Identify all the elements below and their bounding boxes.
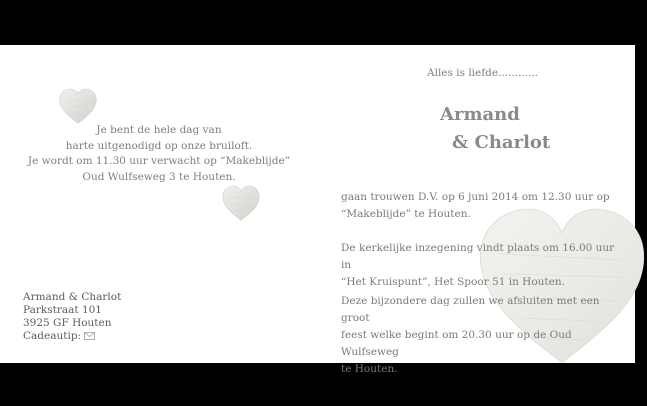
invitation-card xyxy=(0,45,635,375)
wedding-paragraph xyxy=(341,189,621,223)
address-city: 3925 GF Houten xyxy=(23,317,112,329)
couple-name-line2: & Charlot xyxy=(452,132,551,153)
right-panel xyxy=(317,45,635,375)
paragraph-line: Deze bijzondere dag zullen we afsluiten met een groot xyxy=(341,295,600,324)
gift-line xyxy=(23,330,121,343)
invitation-line: Oud Wulfseweg 3 te Houten. xyxy=(82,170,236,183)
address-names: Armand & Charlot xyxy=(23,291,122,303)
heart-icon xyxy=(222,185,260,222)
paragraph-line: feest welke begint om 20.30 uur op de Oud Wulfseweg xyxy=(341,329,572,358)
couple-name-line1: Armand xyxy=(440,104,520,125)
ceremony-paragraph xyxy=(341,240,621,291)
paragraph-line: “Makeblijde” te Houten. xyxy=(341,208,471,220)
envelope-icon[interactable] xyxy=(84,332,95,340)
left-panel xyxy=(0,45,317,363)
party-paragraph xyxy=(341,293,621,378)
gift-label: Cadeautip: xyxy=(23,330,82,342)
heart-icon xyxy=(59,88,97,125)
tagline: Alles is liefde............ xyxy=(427,67,539,79)
paragraph-line: te Houten. xyxy=(341,363,398,375)
paragraph-line: gaan trouwen D.V. op 6 juni 2014 om 12.30 uur op xyxy=(341,191,610,203)
invitation-text xyxy=(24,123,294,185)
address-street: Parkstraat 101 xyxy=(23,304,102,316)
address-block xyxy=(23,291,121,343)
paragraph-line: De kerkelijke inzegening vindt plaats om 16.00 uur in xyxy=(341,242,615,271)
invitation-line: Je wordt om 11.30 uur verwacht op “Makeblijde” xyxy=(27,155,291,167)
invitation-line: Je bent de hele dag van xyxy=(96,124,222,136)
invitation-line: harte uitgenodigd op onze bruiloft. xyxy=(65,139,253,152)
paragraph-line: “Het Kruispunt”, Het Spoor 51 in Houten. xyxy=(341,276,565,288)
